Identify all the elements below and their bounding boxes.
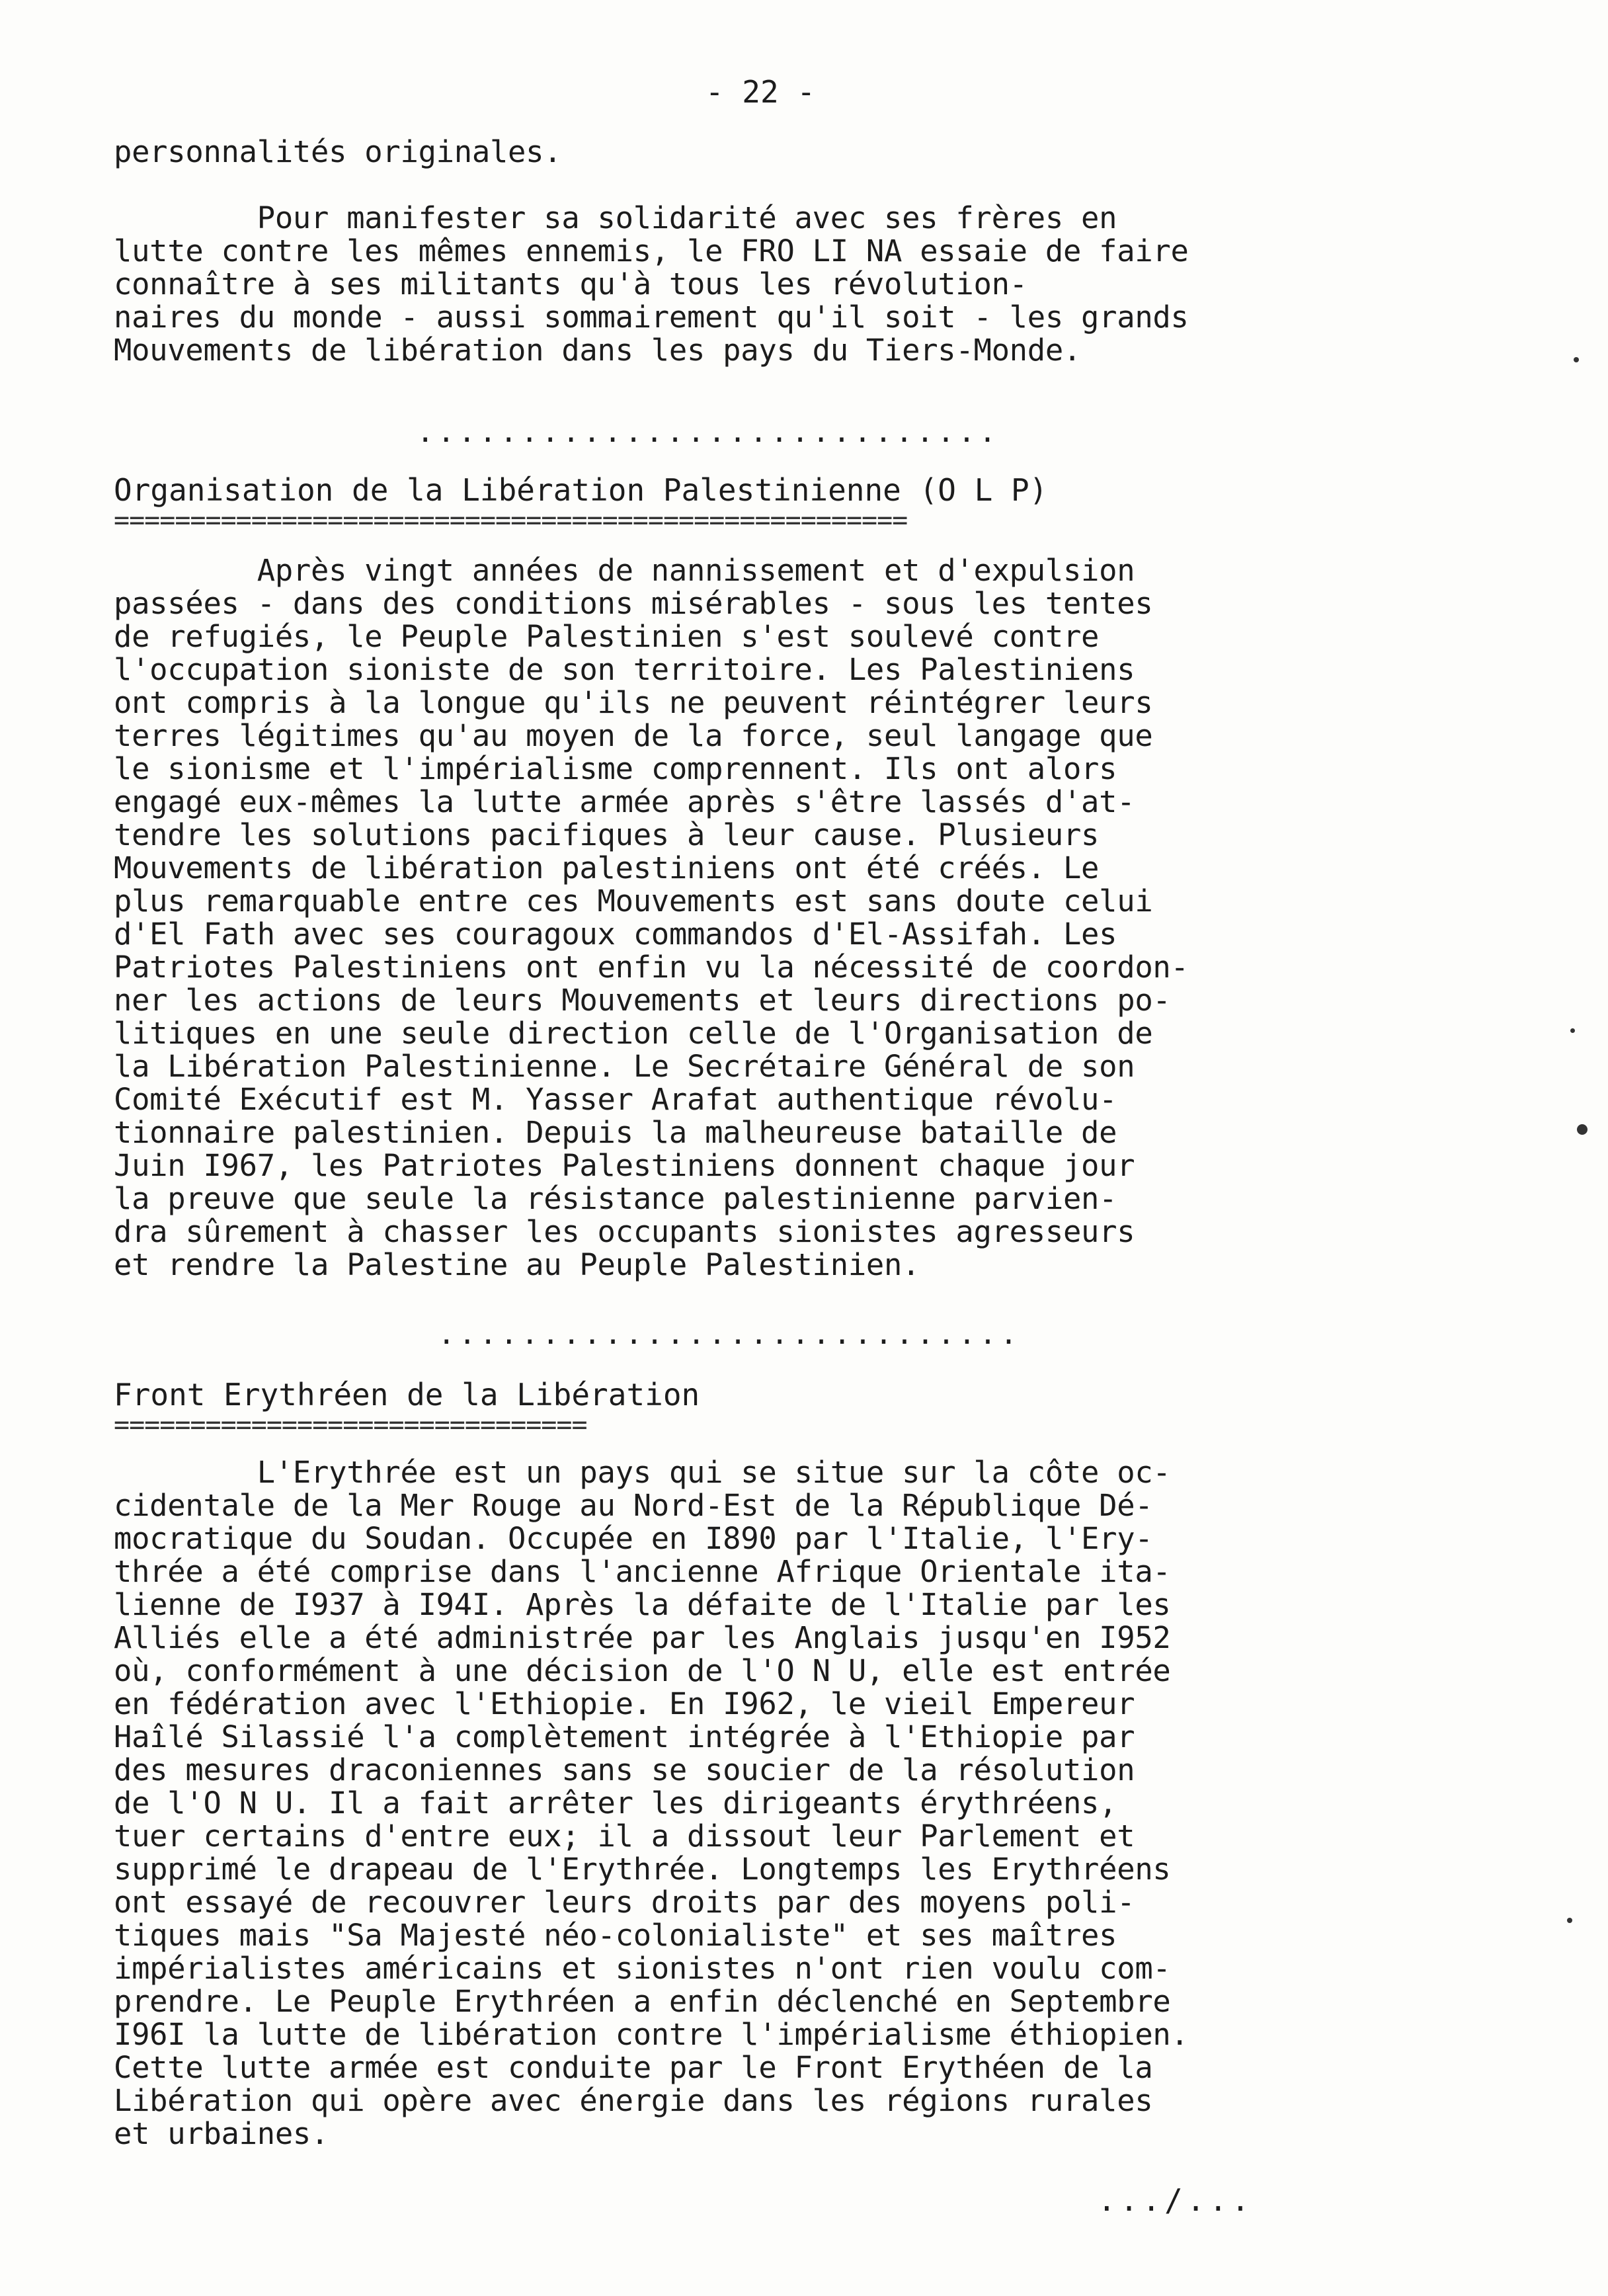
scan-speck [1577, 1124, 1588, 1135]
text-line: où, conformément à une décision de l'O N U, elle est entrée [114, 1653, 1171, 1688]
separator-dots-1: ............................ [417, 415, 1000, 449]
text-line: Cette lutte armée est conduite par le Front Erythéen de la [114, 2050, 1153, 2085]
text-line: engagé eux-mêmes la lutte armée après s'être lassés d'at- [114, 784, 1135, 819]
text-line: Juin I967, les Patriotes Palestiniens donnent chaque jour [114, 1148, 1135, 1183]
text-line: prendre. Le Peuple Erythréen a enfin déclenché en Septembre [114, 1984, 1171, 2019]
text-line: ont essayé de recouvrer leurs droits par des moyens poli- [114, 1885, 1135, 1920]
page-number: - 22 - [705, 74, 816, 110]
text-line: terres légitimes qu'au moyen de la force, seul langage que [114, 718, 1153, 753]
text-line: lutte contre les mêmes ennemis, le FRO LI NA essaie de faire [114, 233, 1189, 268]
text-line: supprimé le drapeau de l'Erythrée. Longtemps les Erythréens [114, 1852, 1171, 1887]
intro-paragraph [114, 136, 1330, 367]
text-line: ont compris à la longue qu'ils ne peuvent réintégrer leurs [114, 685, 1153, 720]
text-line: et urbaines. [114, 2116, 329, 2151]
section-underline-olp: ==================================================== [114, 505, 908, 536]
text-line: Mouvements de libération dans les pays du Tiers-Monde. [114, 333, 1082, 368]
text-line: Alliés elle a été administrée par les Anglais jusqu'en I952 [114, 1620, 1171, 1655]
text-line: impérialistes américains et sionistes n'ont rien voulu com- [114, 1951, 1171, 1986]
text-line: cidentale de la Mer Rouge au Nord-Est de la République Dé- [114, 1488, 1153, 1523]
section-title-olp: Organisation de la Libération Palestinienne (O L P) [114, 472, 1048, 508]
scan-speck [1570, 1028, 1575, 1033]
text-line: personnalités originales. [114, 134, 562, 169]
text-line: tiques mais "Sa Majesté néo-colonialiste" et ses maîtres [114, 1918, 1117, 1953]
continuation-mark: .../... [1098, 2182, 1254, 2218]
text-line [114, 169, 1330, 202]
text-line: Patriotes Palestiniens ont enfin vu la nécessité de coordon- [114, 950, 1189, 985]
text-line: ner les actions de leurs Mouvements et leurs directions po- [114, 983, 1171, 1018]
text-line: la preuve que seule la résistance palestinienne parvien- [114, 1181, 1117, 1216]
text-line: Comité Exécutif est M. Yasser Arafat authentique révolu- [114, 1082, 1117, 1117]
text-line: litiques en une seule direction celle de l'Organisation de [114, 1016, 1153, 1051]
text-line: la Libération Palestinienne. Le Secrétaire Général de son [114, 1049, 1135, 1084]
text-line: de l'O N U. Il a fait arrêter les dirigeants érythréens, [114, 1785, 1117, 1821]
text-line: tendre les solutions pacifiques à leur cause. Plusieurs [114, 817, 1100, 852]
section-underline-erythree: =============================== [114, 1410, 587, 1440]
text-line: plus remarquable entre ces Mouvements est sans doute celui [114, 883, 1153, 919]
section-body-erythree [114, 1456, 1330, 2151]
text-line: en fédération avec l'Ethiopie. En I962, le vieil Empereur [114, 1686, 1135, 1721]
text-line: I96I la lutte de libération contre l'impérialisme éthiopien. [114, 2017, 1189, 2052]
scan-speck [1574, 357, 1579, 362]
text-line: tuer certains d'entre eux; il a dissout leur Parlement et [114, 1819, 1135, 1854]
text-line: et rendre la Palestine au Peuple Palestinien. [114, 1247, 920, 1282]
text-line: mocratique du Soudan. Occupée en I890 par l'Italie, l'Ery- [114, 1521, 1153, 1556]
text-line: de refugiés, le Peuple Palestinien s'est soulevé contre [114, 619, 1100, 654]
section-title-erythree: Front Erythréen de la Libération [114, 1377, 700, 1413]
text-line: l'occupation sioniste de son territoire. Les Palestiniens [114, 652, 1135, 687]
text-line: Pour manifester sa solidarité avec ses frères en [114, 200, 1117, 235]
text-line: L'Erythrée est un pays qui se situe sur la côte oc- [114, 1455, 1171, 1490]
text-line: Libération qui opère avec énergie dans les régions rurales [114, 2083, 1153, 2118]
text-line: dra sûrement à chasser les occupants sionistes agresseurs [114, 1214, 1135, 1249]
text-line: connaître à ses militants qu'à tous les révolution- [114, 266, 1027, 302]
text-line: thrée a été comprise dans l'ancienne Afrique Orientale ita- [114, 1554, 1171, 1589]
text-line: le sionisme et l'impérialisme comprennent. Ils ont alors [114, 751, 1117, 786]
text-line: passées - dans des conditions misérables - sous les tentes [114, 586, 1153, 621]
scan-speck [1567, 1918, 1572, 1923]
text-line: Mouvements de libération palestiniens ont été créés. Le [114, 850, 1100, 885]
text-line: des mesures draconiennes sans se soucier de la résolution [114, 1752, 1135, 1787]
text-line: lienne de I937 à I94I. Après la défaite de l'Italie par les [114, 1587, 1171, 1622]
text-line: Après vingt années de nannissement et d'expulsion [114, 553, 1135, 588]
text-line: d'El Fath avec ses couragoux commandos d'El-Assifah. Les [114, 917, 1117, 952]
text-line: tionnaire palestinien. Depuis la malheureuse bataille de [114, 1115, 1117, 1150]
separator-dots-2: ............................ [438, 1317, 1021, 1351]
text-line: naires du monde - aussi sommairement qu'il soit - les grands [114, 300, 1189, 335]
section-body-olp [114, 554, 1330, 1282]
text-line: Haîlé Silassié l'a complètement intégrée à l'Ethiopie par [114, 1719, 1135, 1754]
